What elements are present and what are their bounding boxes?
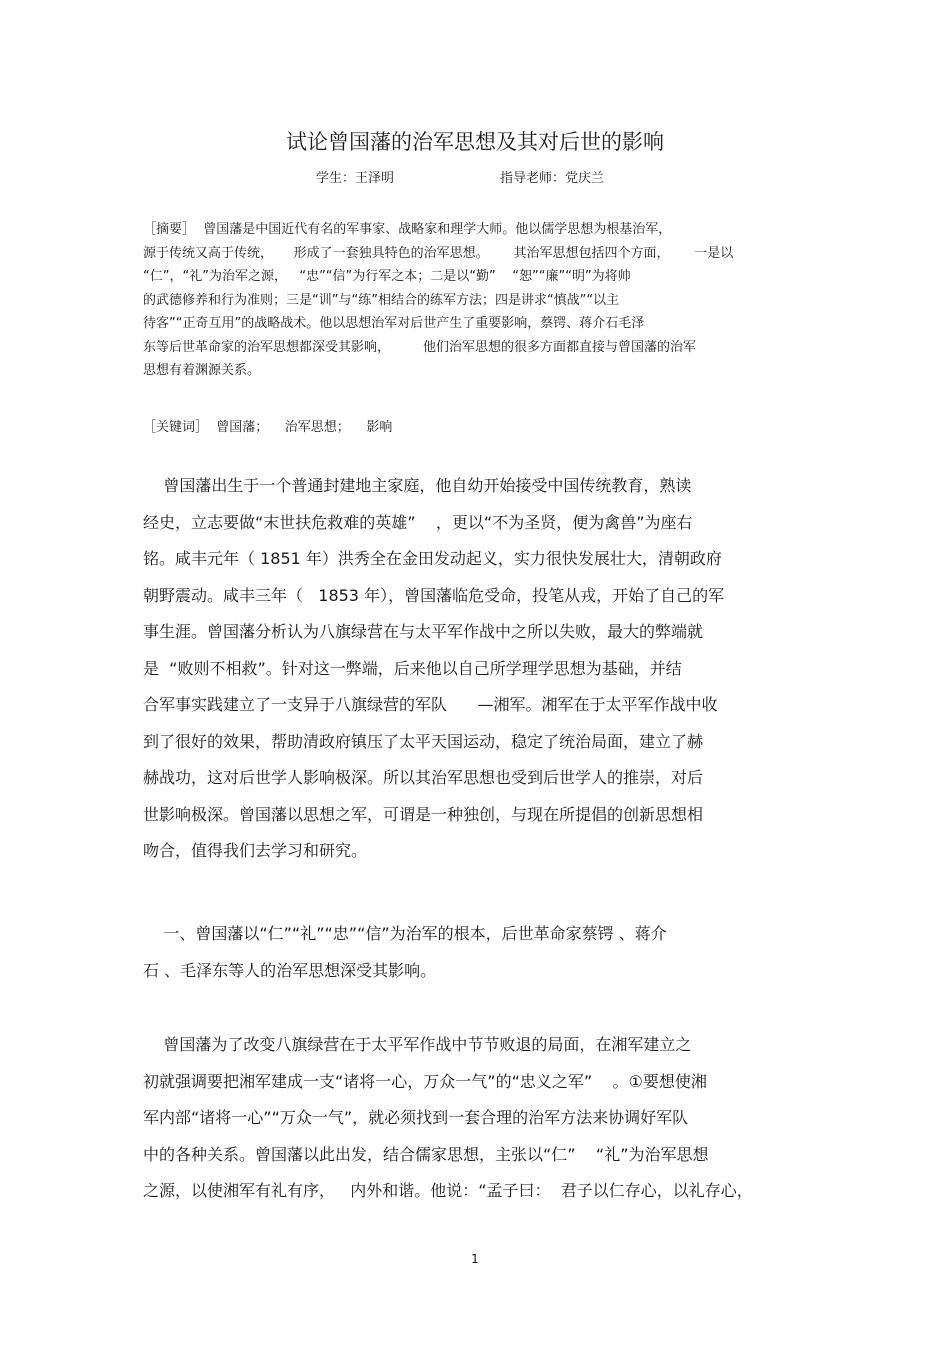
text-line: 是 “败则不相救”。针对这一弊端，后来他以自己所学理学思想为基础，并结 xyxy=(143,658,682,678)
text-line: 曾国藩为了改变八旗绿营在于太平军作战中节节败退的局面，在湘军建立之 xyxy=(143,1035,692,1054)
keywords: ［关键词］ 曾国藩； 治军思想； 影响 xyxy=(143,420,393,435)
section-heading xyxy=(143,916,823,989)
page-number: 1 xyxy=(471,1252,479,1266)
paper-title: 试论曾国藩的治军思想及其对后世的影响 xyxy=(286,130,664,154)
text-line: 朝野震动。咸丰三年（ 1853 年），曾国藩临危受命，投笔从戎，开始了自己的军 xyxy=(143,585,725,605)
abstract-line: 东等后世革命家的治军思想都深受其影响， 他们治军思想的很多方面都直接与曾国藩的治军 xyxy=(143,339,697,355)
intro-paragraph xyxy=(143,468,823,870)
abstract xyxy=(143,218,813,383)
text-line: 吻合，值得我们去学习和研究。 xyxy=(143,841,368,860)
text-line: 赫战功，这对后世学人影响极深。所以其治军思想也受到后世学人的推崇，对后 xyxy=(143,768,704,787)
abstract-line: “仁”，“礼”为治军之源， “忠”“信”为行军之本；二是以“勤” “恕”“廉”“明”为将帅 xyxy=(143,269,631,284)
text-line: 世影响极深。曾国藩以思想之军，可谓是一种独创，与现在所提倡的创新思想相 xyxy=(143,804,704,824)
abstract-line: 的武德修养和行为准则；三是“训”与“练”相结合的练军方法；四是讲求“慎战”“以主 xyxy=(143,292,620,308)
text-line: 合军事实践建立了一支异于八旗绿营的军队 —湘军。湘军在于太平军作战中收 xyxy=(143,695,718,714)
text-line: 之源，以使湘军有礼有序， 内外和谐。他说：“孟子曰： 君子以仁存心，以礼存心， xyxy=(143,1181,753,1200)
text-line: 事生涯。曾国藩分析认为八旗绿营在与太平军作战中之所以失败，最大的弊端就 xyxy=(143,622,704,641)
abstract-line: 待客”“正奇互用”的战略战术。他以思想治军对后世产生了重要影响，蔡锷、蒋介石毛泽 xyxy=(143,316,645,331)
abstract-line: 思想有着渊源关系。 xyxy=(143,363,261,378)
text-line: 经史，立志要做“末世扶危救难的英雄” ，更以“不为圣贤，便为禽兽”为座右 xyxy=(143,512,693,532)
heading-line: 石 、毛泽东等人的治军思想深受其影响。 xyxy=(143,960,437,980)
text-line: 到了很好的效果，帮助清政府镇压了太平天国运动，稳定了统治局面，建立了赫 xyxy=(143,731,704,751)
text-line: 铭。咸丰元年（ 1851 年）洪秀全在金田发动起义，实力很快发展壮大，清朝政府 xyxy=(143,549,722,568)
advisor-name: 指导老师：党庆兰 xyxy=(500,171,605,186)
text-line: 军内部“诸将一心”“万众一气”，就必须找到一套合理的治军方法来协调好军队 xyxy=(143,1108,689,1127)
student-name: 学生：王泽明 xyxy=(316,171,395,186)
text-line: 中的各种关系。曾国藩以此出发，结合儒家思想，主张以“仁” “礼”为治军思想 xyxy=(143,1144,709,1164)
abstract-line: ［摘要］ 曾国藩是中国近代有名的军事家、战略家和理学大师。他以儒学思想为根基治军， xyxy=(143,222,672,237)
abstract-line: 源于传统又高于传统， 形成了一套独具特色的治军思想。 其治军思想包括四个方面， 一是以 xyxy=(143,245,734,261)
text-line: 初就强调要把湘军建成一支“诸将一心，万众一气”的“忠义之军” 。①要想使湘 xyxy=(143,1071,707,1091)
text-line: 曾国藩出生于一个普通封建地主家庭，他自幼开始接受中国传统教育，熟读 xyxy=(143,476,692,495)
heading-line: 一、曾国藩以“仁”“礼”“忠”“信”为治军的根本，后世革命家蔡锷 、蒋介 xyxy=(143,924,667,943)
section-paragraph xyxy=(143,1027,823,1210)
